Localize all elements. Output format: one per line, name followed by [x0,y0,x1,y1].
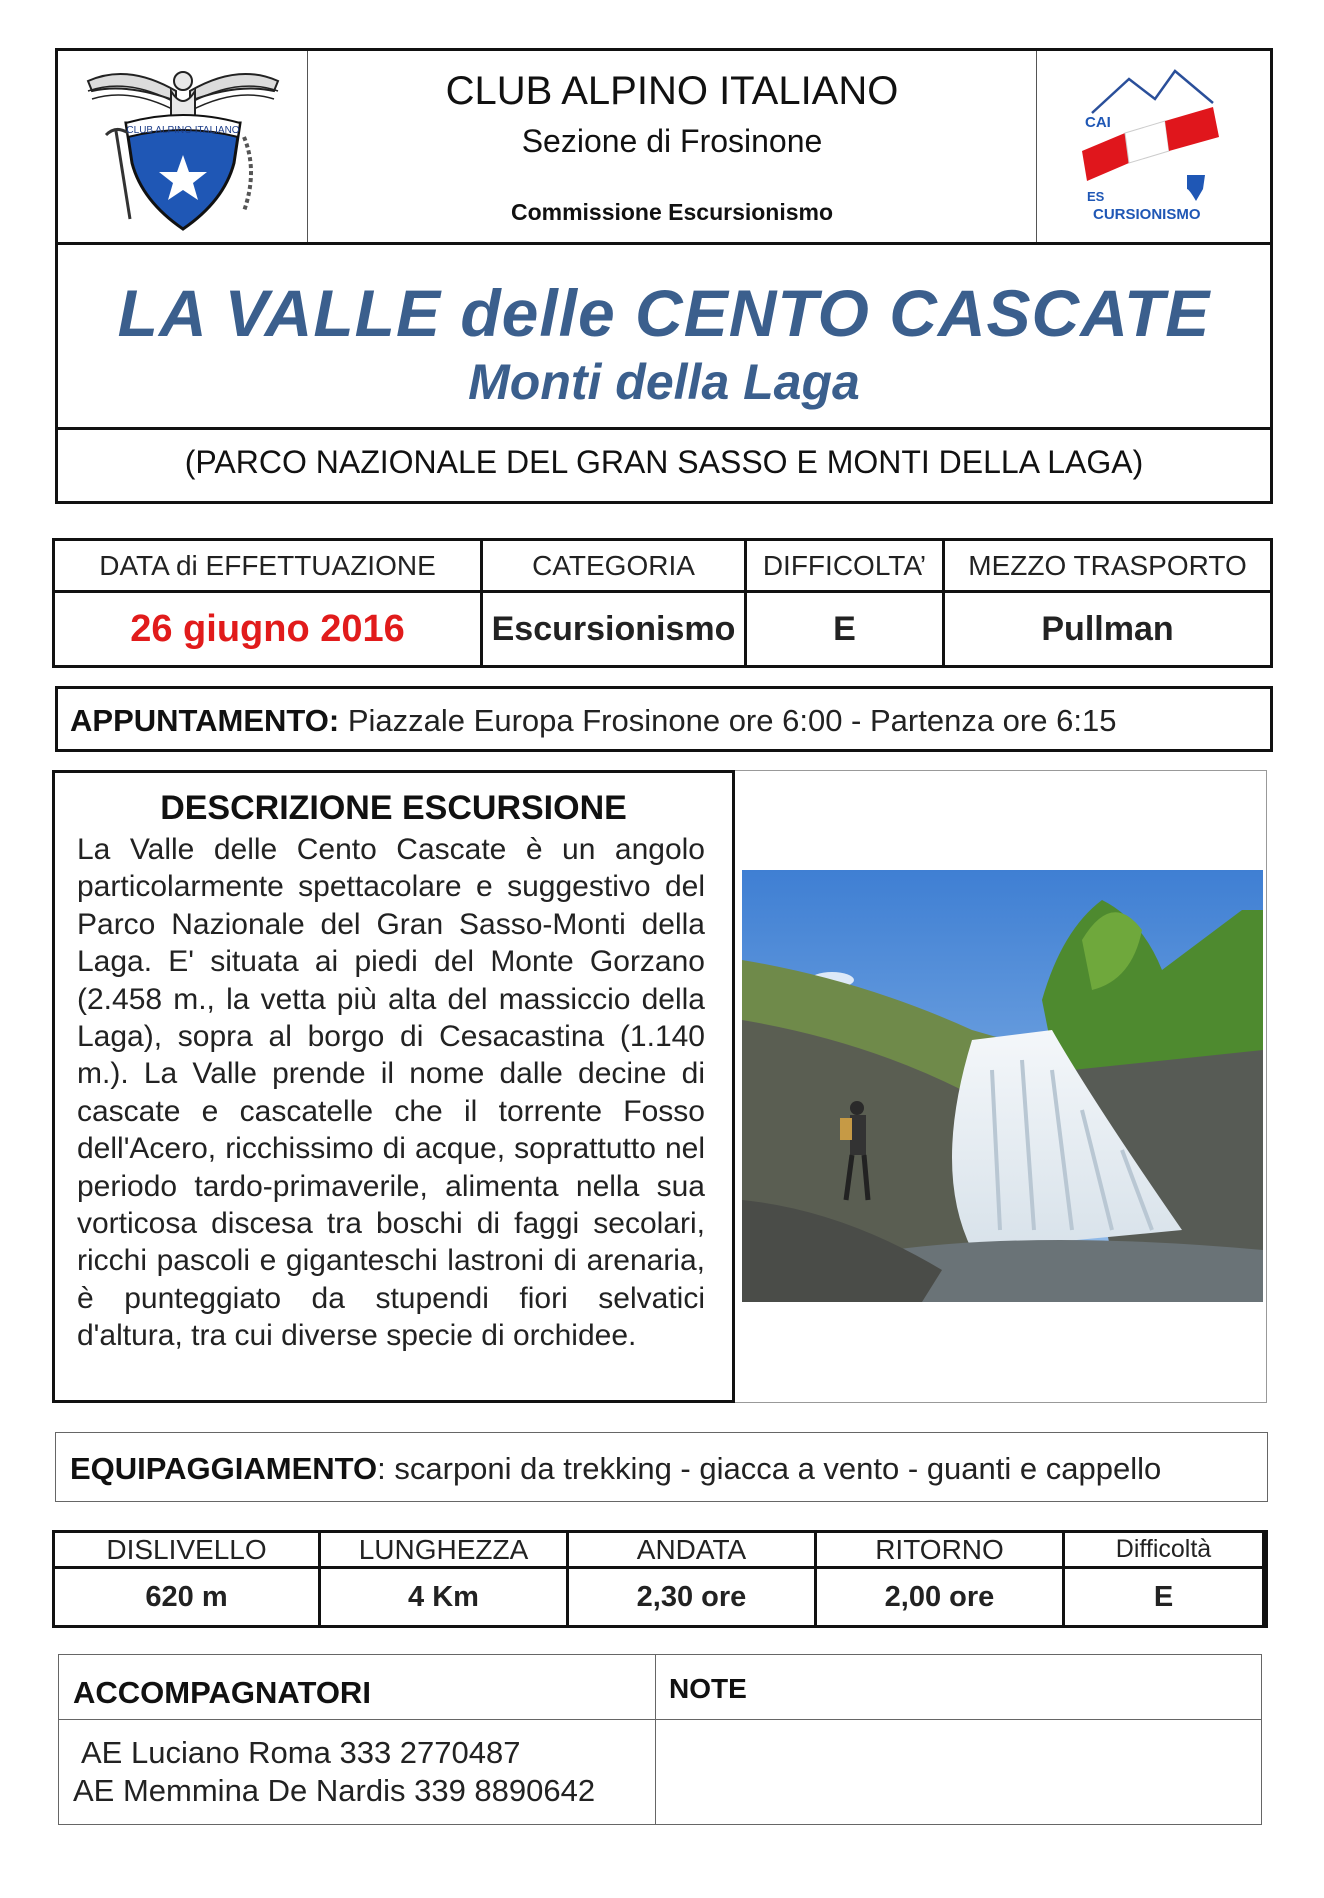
transport-value: Pullman [1041,609,1174,648]
guides-divider [59,1719,1261,1720]
cai-escursionismo-logo-icon [1037,51,1274,244]
guides-notes-split [655,1655,656,1824]
header-return-time: RITORNO [817,1533,1065,1569]
excursion-title: LA VALLE delle CENTO CASCATE [117,276,1211,350]
park-name: (PARCO NAZIONALE DEL GRAN SASSO E MONTI DELLA LAGA) [184,444,1144,480]
commission-name: Commissione Escursionismo [510,199,834,225]
title-box [55,242,1273,430]
excursion-subtitle: Monti della Laga [468,354,860,410]
escursionismo-logo-cell [1036,51,1273,244]
guide-item: AE Luciano Roma 333 2770487 [81,1735,521,1770]
cursionismo-text: CURSIONISMO [1093,206,1201,223]
category-value: Escursionismo [483,593,747,665]
stats-table [52,1530,1268,1628]
equipment-text: : scarponi da trekking - giacca a vento - guanti e cappello [377,1451,1162,1486]
equipment-line [70,1451,1161,1487]
appointment-box [55,686,1273,752]
cai-logo-lettering: CLUB ALPINO ITALIANO [126,125,240,136]
header-difficulty: DIFFICOLTA’ [747,541,945,593]
elevation-gain-value: 620 m [55,1569,321,1625]
return-time-value: 2,00 ore [817,1569,1065,1625]
appointment-text: Piazzale Europa Frosinone ore 6:00 - Partenza ore 6:15 [339,703,1117,738]
appointment-label: APPUNTAMENTO: [70,703,340,738]
cai-text: CAI [1085,114,1111,131]
header-date: DATA di EFFETTUAZIONE [55,541,483,593]
header-category: CATEGORIA [483,541,747,593]
club-name: CLUB ALPINO ITALIANO [445,69,899,113]
equipment-label: EQUIPAGGIAMENTO [70,1451,378,1486]
waterfall-image-icon [742,870,1263,1302]
outbound-time-value: 2,30 ore [569,1569,817,1625]
date-value: 26 giugno 2016 [55,593,483,665]
info-table [52,538,1273,668]
guides-notes-box [58,1654,1262,1825]
length-value: 4 Km [321,1569,569,1625]
header-outbound-time: ANDATA [569,1533,817,1569]
es-text: ES [1087,189,1105,204]
difficulty-value: E [747,593,945,665]
cai-eagle-logo-cell [58,51,308,244]
header-difficulty-2: Difficoltà [1065,1533,1265,1569]
guide-item: AE Memmina De Nardis 339 8890642 [73,1773,596,1808]
description-text: La Valle delle Cento Cascate è un angolo particolarmente spettacolare e suggestivo del Parco Nazionale del Gran Sasso-Monti della Laga. E' situata ai piedi del Monte Gorzano (2.458 m., la vetta più alta del massiccio della Laga), sopra al borgo di Cesacastina (1.140 m.). La Valle prende il nome dalle decine di cascate e cascatelle che il torrente Fosso dell'Acero, ricchissimo di acque, soprattutto nel periodo tardo-primaverile, alimenta nella sua vorticosa discesa tra boschi di faggi secolari, ricchi pascoli e giganteschi lastroni di arenaria, è punteggiato da stupendi fiori selvatici d'altura, tra cui diverse specie di orchidee. [77,833,705,1353]
appointment-line [70,703,1116,739]
header [55,48,1273,244]
description-box [52,770,735,1403]
waterfall-photo [742,870,1263,1302]
guides-title: ACCOMPAGNATORI [73,1675,371,1710]
header-transport: MEZZO TRASPORTO [945,541,1270,593]
header-length: LUNGHEZZA [321,1533,569,1569]
section-name: Sezione di Frosinone [521,123,823,159]
header-elevation-gain: DISLIVELLO [55,1533,321,1569]
notes-title: NOTE [669,1673,747,1704]
cai-eagle-logo-icon [58,51,308,244]
equipment-box [55,1432,1268,1502]
park-box [55,428,1273,504]
difficulty-value-2: E [1065,1569,1265,1625]
description-title: DESCRIZIONE ESCURSIONE [160,789,627,827]
